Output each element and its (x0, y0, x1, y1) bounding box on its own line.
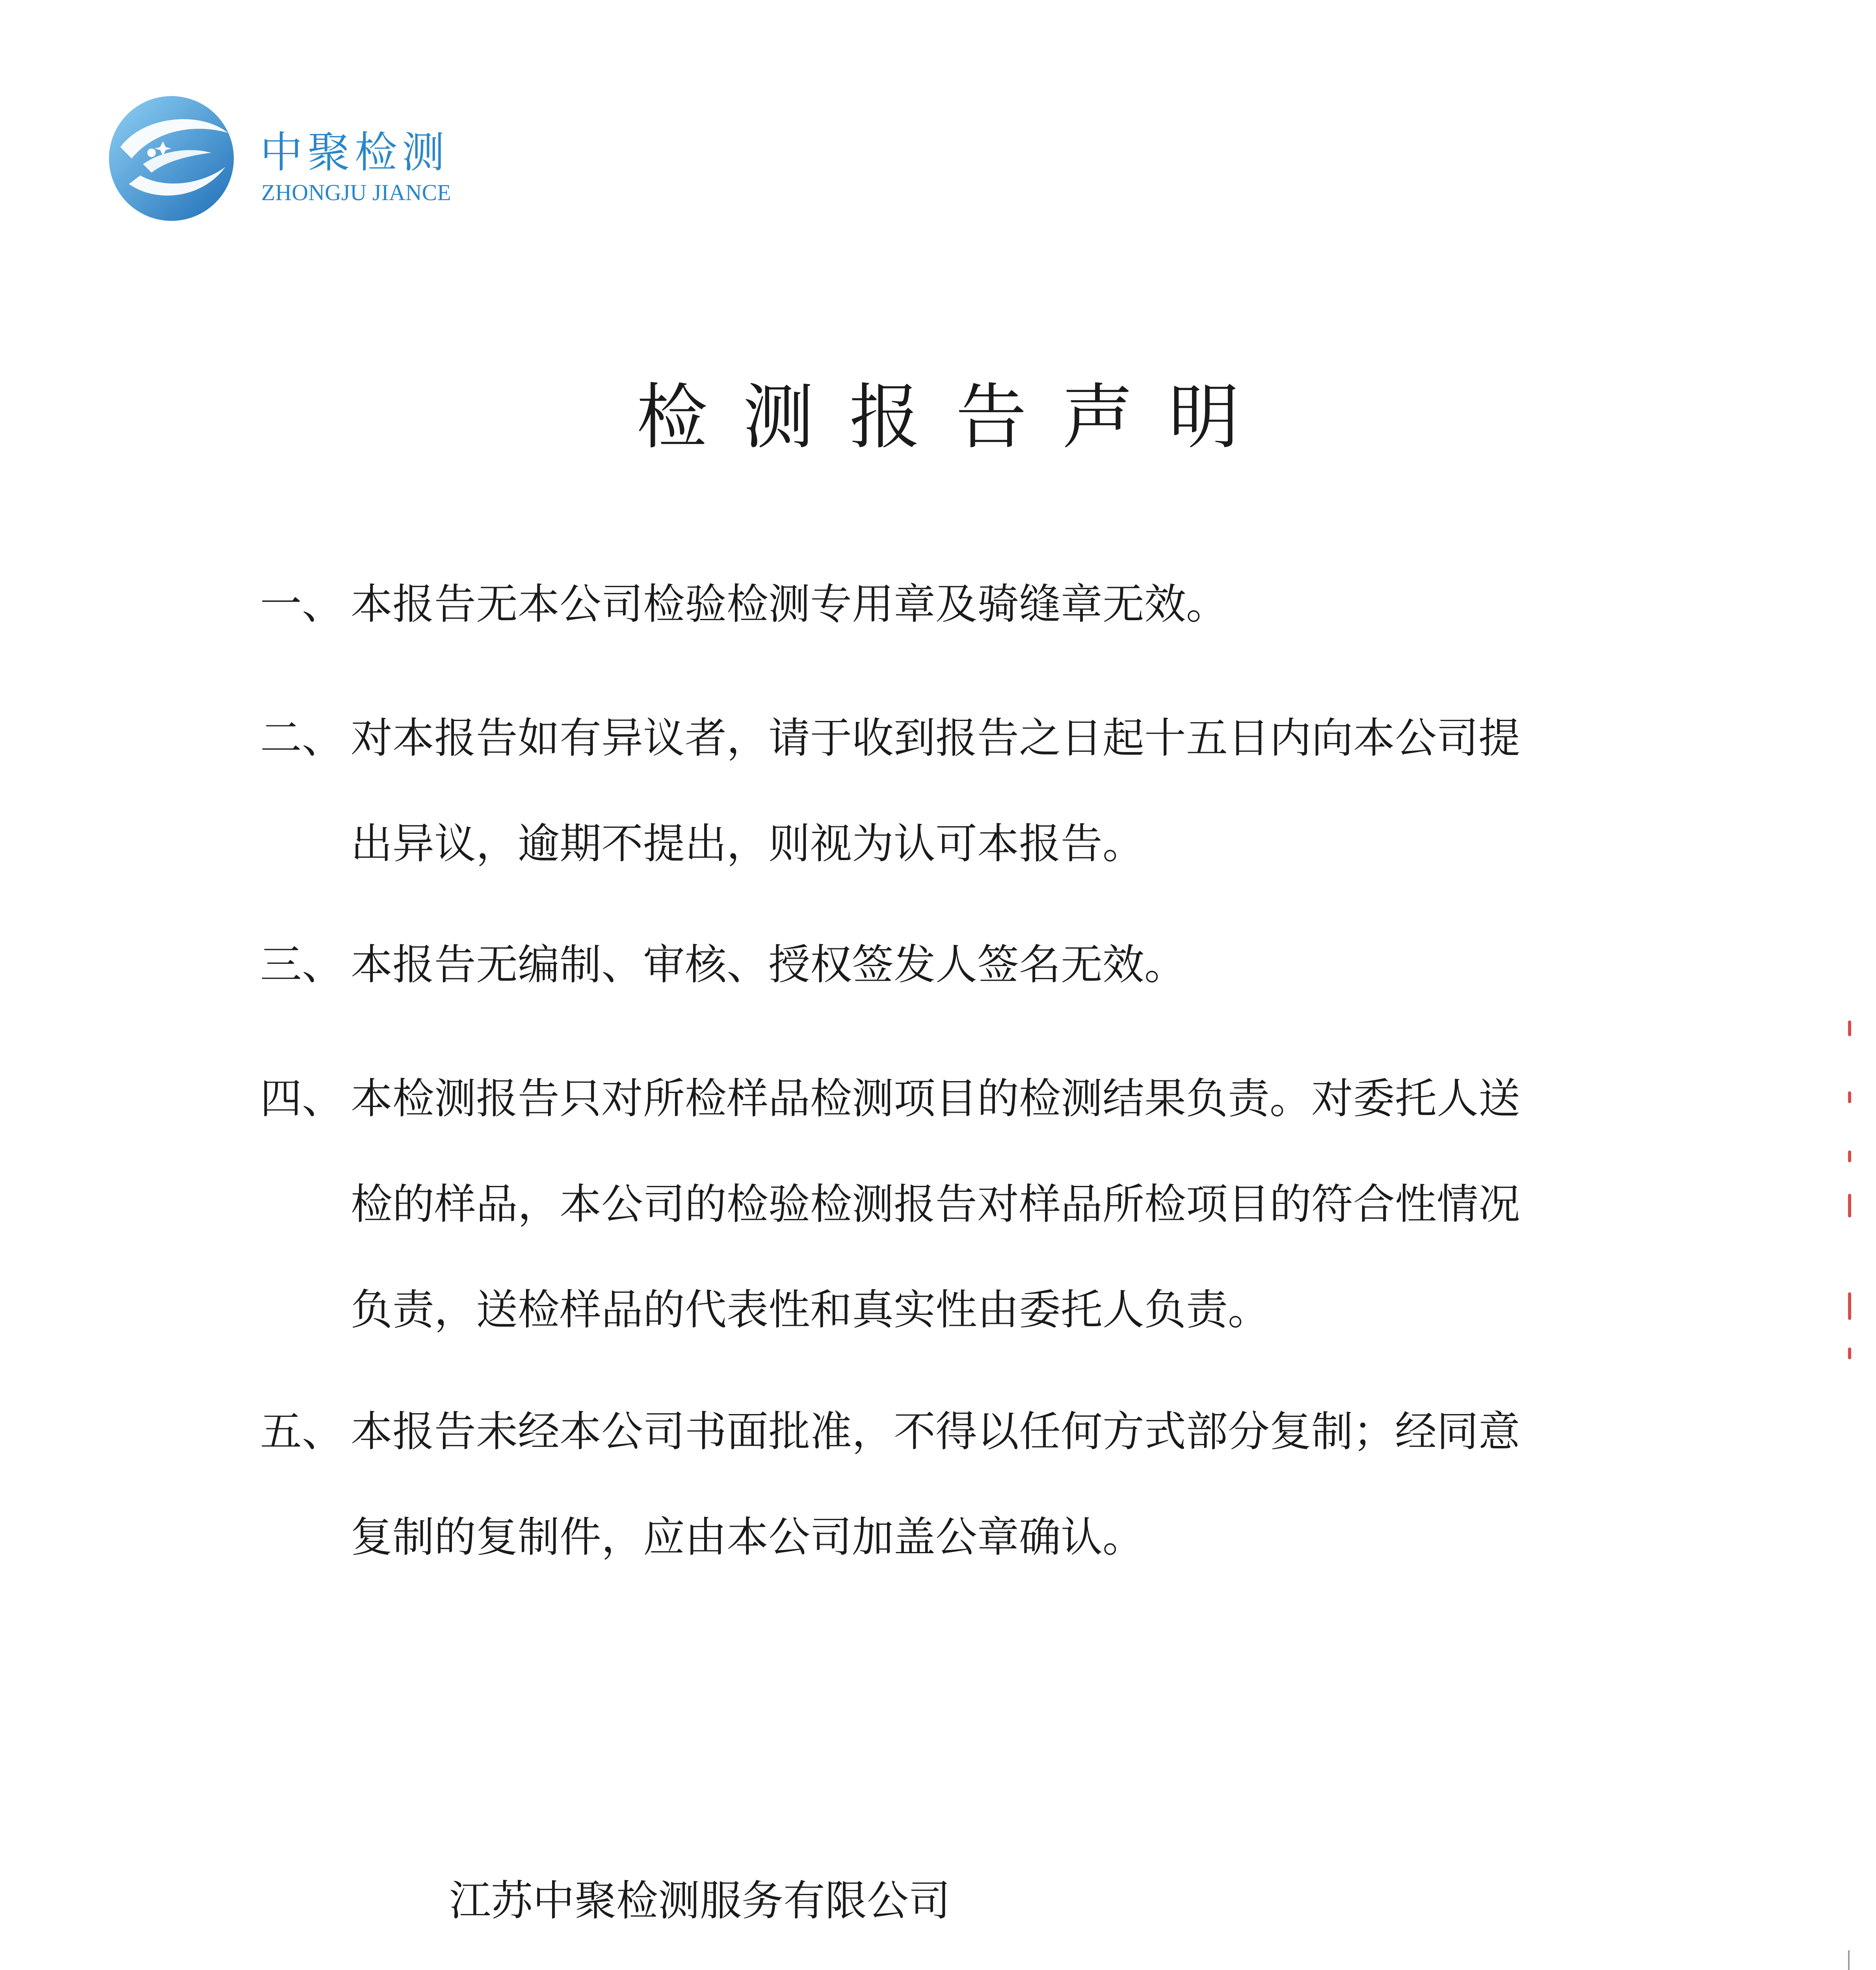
address-label (449, 1950, 627, 1970)
page-title: 检测报告声明 (636, 376, 1275, 459)
seam-seal-trace (1848, 1091, 1851, 1103)
clause-item (260, 686, 1600, 897)
clause-line: 对本报告如有异议者，请于收到报告之日起十五日内向本公司提 (351, 714, 1520, 762)
seam-seal-trace (1848, 1150, 1851, 1162)
clause-number: 二、 (260, 714, 344, 762)
zhongju-logo-icon (100, 85, 242, 227)
seam-seal-trace (1848, 1292, 1851, 1320)
seam-seal-trace (1848, 1020, 1851, 1036)
clause-line: 本检测报告只对所检样品检测项目的检测结果负责。对委托人送 (351, 1074, 1520, 1123)
clause-number: 一、 (260, 580, 344, 628)
company-info (449, 1852, 1361, 1970)
clause-item (260, 552, 1600, 657)
seam-seal-trace (1848, 1194, 1851, 1217)
page-edge-line (1848, 1950, 1850, 1970)
logo-chinese-name: 中聚检测 (260, 128, 450, 177)
logo-english-name: ZHONGJU JIANCE (261, 180, 451, 205)
clause-line: 本报告无本公司检验检测专用章及骑缝章无效。 (351, 580, 1228, 628)
clause-line: 出异议，逾期不提出，则视为认可本报告。 (351, 820, 1144, 868)
clause-line: 负责，送检样品的代表性和真实性由委托人负责。 (351, 1286, 1270, 1334)
clause-line: 本报告无编制、审核、授权签发人签名无效。 (351, 940, 1186, 989)
address-row (449, 1950, 1361, 1970)
clause-item (260, 1046, 1600, 1363)
clause-line: 本报告未经本公司书面批准，不得以任何方式部分复制；经同意 (351, 1407, 1520, 1456)
company-logo (100, 85, 495, 234)
clause-item (260, 912, 1600, 1018)
clause-item (260, 1379, 1600, 1590)
clause-number: 五、 (260, 1407, 344, 1456)
clause-line: 检的样品，本公司的检验检测报告对样品所检项目的符合性情况 (351, 1180, 1520, 1228)
clause-number: 四、 (260, 1074, 344, 1123)
clause-line: 复制的复制件，应由本公司加盖公章确认。 (351, 1513, 1144, 1561)
seam-seal-trace (1848, 1347, 1851, 1359)
company-name: 江苏中聚检测服务有限公司 (449, 1877, 950, 1925)
clause-number: 三、 (260, 940, 344, 989)
